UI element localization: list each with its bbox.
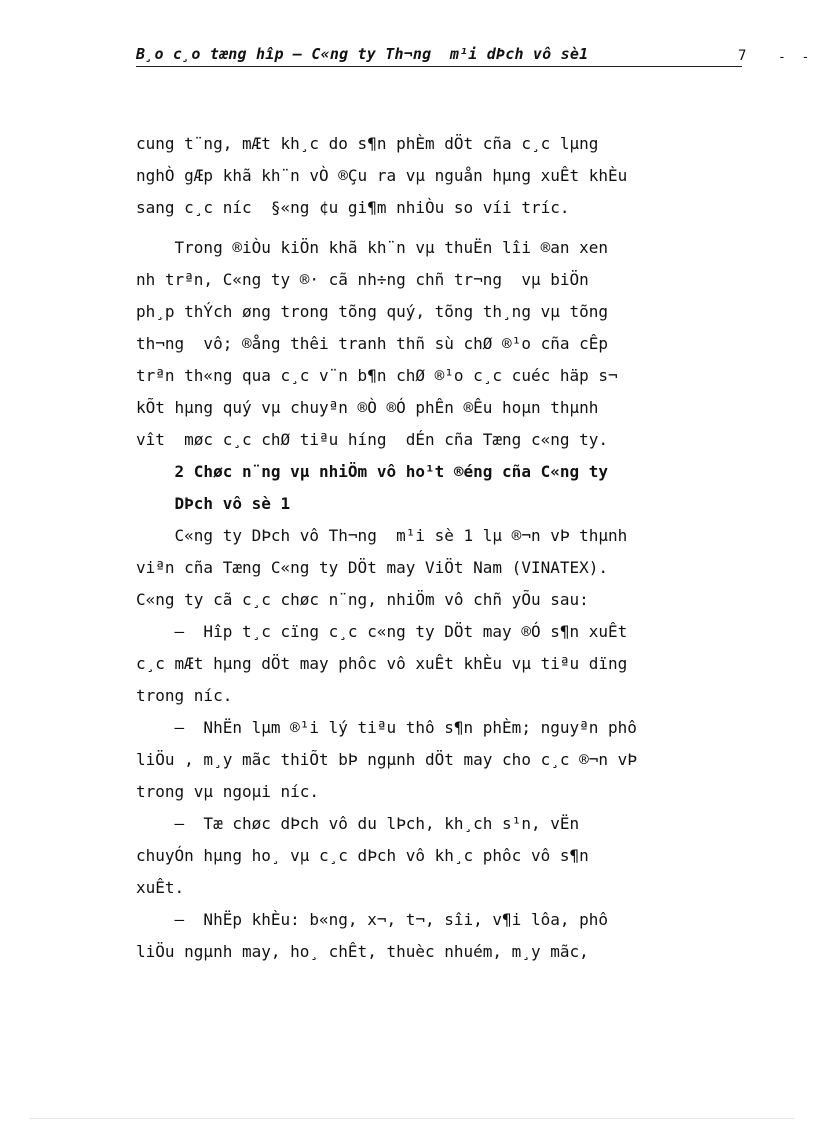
text-line: trong vµ ngoµi níc. — [136, 782, 320, 801]
text-line: nh trªn, C«ng ty ®· cã nh÷ng chñ tr¬ng vµ biÖn — [136, 270, 589, 289]
paragraph — [136, 712, 756, 808]
paragraph — [136, 904, 756, 968]
text-line: – NhËp khÈu: b«ng, x¬, t¬, sîi, v¶i lôa, phô — [136, 910, 609, 929]
text-line: chuyÓn hµng ho¸ vµ c¸c dÞch vô kh¸c phôc vô s¶n — [136, 846, 589, 865]
text-line: liÖu ngµnh may, ho¸ chÊt, thuèc nhuém, m¸y mãc, — [136, 942, 589, 961]
paragraph — [136, 232, 756, 456]
text-line: sang c¸c níc §«ng ¢u gi¶m nhiÒu so víi tríc. — [136, 198, 570, 217]
text-line: – Hîp t¸c cïng c¸c c«ng ty DÖt may ®Ó s¶n xuÊt — [136, 622, 628, 641]
text-line: cung t¨ng, mÆt kh¸c do s¶n phÈm dÖt cña c¸c lµng — [136, 134, 599, 153]
text-line: trong níc. — [136, 686, 233, 705]
text-line: viªn cña Tæng C«ng ty DÖt may ViÖt Nam (VINATEX). — [136, 558, 609, 577]
paragraph — [136, 616, 756, 712]
paragraph — [136, 128, 756, 224]
page-number: 7 — [738, 48, 747, 64]
page-bottom-divider — [30, 1118, 794, 1119]
paragraph — [136, 808, 756, 904]
text-line: ph¸p thÝch øng trong tõng quý, tõng th¸ng vµ tõng — [136, 302, 609, 321]
text-line: C«ng ty cã c¸c chøc n¨ng, nhiÖm vô chñ yÕu sau: — [136, 590, 589, 609]
text-line: trªn th«ng qua c¸c v¨n b¶n chØ ®¹o c¸c cuéc häp s¬ — [136, 366, 618, 385]
paragraph — [136, 520, 756, 616]
paragraph-gap — [136, 224, 756, 232]
text-line: vît møc c¸c chØ tiªu híng dÉn cña Tæng c«ng ty. — [136, 430, 609, 449]
text-line: DÞch vô sè 1 — [136, 494, 291, 513]
section-heading — [136, 456, 756, 520]
text-line: nghÒ gÆp khã kh¨n vÒ ®Çu ra vµ nguån hµng xuÊt khÈu — [136, 166, 628, 185]
page-header — [136, 44, 742, 67]
text-line: – Tæ chøc dÞch vô du lÞch, kh¸ch s¹n, vËn — [136, 814, 580, 833]
document-body — [136, 128, 756, 968]
text-line: xuÊt. — [136, 878, 185, 897]
text-line: liÖu , m¸y mãc thiÕt bÞ ngµnh dÖt may cho c¸c ®¬n vÞ — [136, 750, 637, 769]
text-line: c¸c mÆt hµng dÖt may phôc vô xuÊt khÈu vµ tiªu dïng — [136, 654, 628, 673]
text-line: 2 Chøc n¨ng vµ nhiÖm vô ho¹t ®éng cña C«ng ty — [136, 462, 609, 481]
report-title: B¸o c¸o tæng hîp – C«ng ty Th¬ng m¹i dÞch vô sè1 — [136, 45, 589, 63]
text-line: th¬ng vô; ®ång thêi tranh thñ sù chØ ®¹o cña cÊp — [136, 334, 609, 353]
text-line: Trong ®iÒu kiÖn khã kh¨n vµ thuËn lîi ®an xen — [136, 238, 609, 257]
text-line: – NhËn lµm ®¹i lý tiªu thô s¶n phÈm; nguyªn phô — [136, 718, 637, 737]
header-trailing-dashes: - - — [778, 50, 810, 65]
text-line: C«ng ty DÞch vô Th¬ng m¹i sè 1 lµ ®¬n vÞ thµnh — [136, 526, 628, 545]
text-line: kÕt hµng quý vµ chuyªn ®Ò ®Ó phÊn ®Êu hoµn thµnh — [136, 398, 599, 417]
